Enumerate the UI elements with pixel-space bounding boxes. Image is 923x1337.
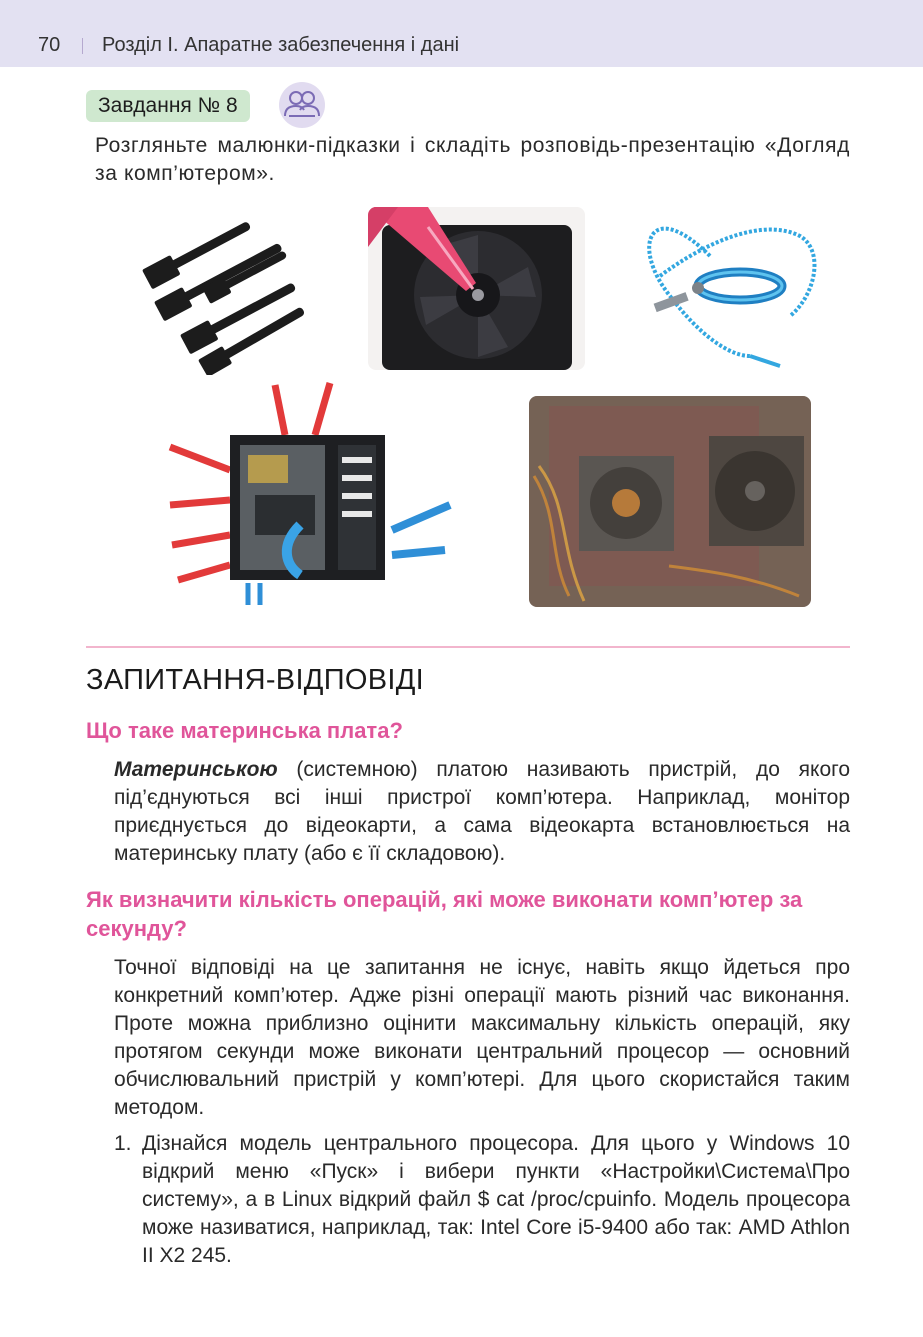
list-item-text: Дізнайся модель центрального процесора. Для цього у Windows 10 відкрий меню «Пуск» і вибери пункти «Настройки\Система\Про систему», а в Linux відкрий файл $ cat /proc/cpuinfo. Модель процесора може називатися, наприклад, так: Intel Core i5-9400 або так: AMD Athlon II X2 245. [142,1132,850,1267]
dusty-motherboard-image [529,396,811,607]
group-work-icon [279,82,325,128]
answer-1-text: (системною) платою називають пристрій, до якого під’єднуються всі інші пристрої комп’ютера. Наприклад, монітор приєднується до відеокарти, а сама відеокарта встановлюється на материнську плату (або є її складовою). [114,758,850,865]
task-text: Розгляньте малюнки-підказки і складіть розповідь-презентацію «Догляд за комп’ютером». [95,134,850,185]
section-title: ЗАПИТАННЯ-ВІДПОВІДІ [86,664,425,696]
page-header [0,0,923,67]
page-number: 70 [38,34,61,56]
list-item-number: 1. [114,1132,132,1155]
cleaning-brushes-image [132,210,307,375]
header-divider [82,38,83,54]
section-divider [86,646,850,648]
chapter-title: Розділ І. Апаратне забезпечення і дані [102,34,460,56]
answer-1-term: Материнською [114,758,278,781]
fan-oiling-image [368,207,585,370]
antistatic-wrist-strap-image [640,206,825,376]
question-2: Як визначити кількість операцій, які може виконати комп’ютер за секунду? [86,887,803,941]
answer-2: Точної відповіді на це запитання не існує, навіть якщо йдеться про конкретний комп’ютер. Адже різні операції мають різний час виконання. Проте можна приблизно оцінити максимальну кількість операцій, яку протягом секунди може виконати центральний процесор — основний обчислювальний пристрій у комп’ютері. Для цього скористайся таким методом. [114,956,850,1119]
answer-1 [114,756,850,868]
pc-case-airflow-image [160,375,460,610]
task-badge: Завдання № 8 [86,90,250,122]
question-1: Що таке материнська плата? [86,718,403,743]
